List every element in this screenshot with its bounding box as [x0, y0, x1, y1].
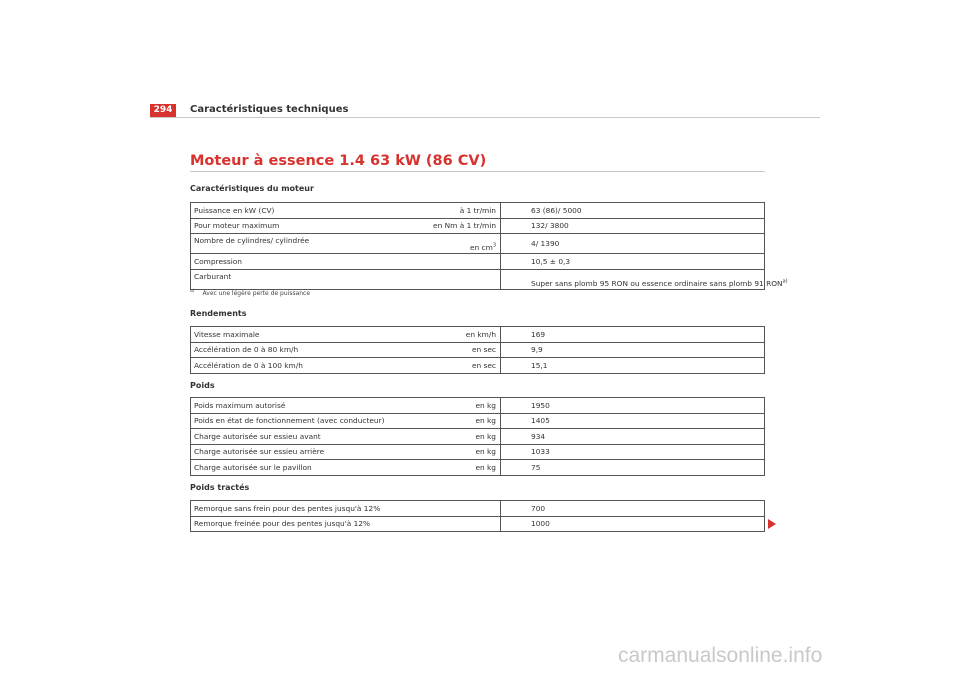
performance-table — [190, 326, 765, 374]
row-unit — [417, 254, 501, 270]
row-unit — [417, 269, 501, 289]
row-unit: en kg — [417, 444, 501, 460]
table-row — [191, 358, 765, 374]
towing-table — [190, 500, 765, 532]
row-unit: en kg — [417, 398, 501, 414]
row-unit: en kg — [417, 413, 501, 429]
row-value: 9,9 — [501, 342, 765, 358]
row-unit — [417, 516, 501, 532]
row-value: 132/ 3800 — [501, 218, 765, 234]
table-row — [191, 413, 765, 429]
table-row — [191, 444, 765, 460]
table-row — [191, 516, 765, 532]
row-unit: en sec — [417, 342, 501, 358]
table-row — [191, 269, 765, 289]
header-rule — [150, 117, 820, 118]
row-value: 1000 — [501, 516, 765, 532]
row-label: Charge autorisée sur le pavillon — [191, 460, 418, 476]
row-label: Accélération de 0 à 80 km/h — [191, 342, 418, 358]
table-row — [191, 398, 765, 414]
row-value: Super sans plomb 95 RON ou essence ordinaire sans plomb 91 RON$^{a)}$ — [501, 269, 765, 289]
row-unit: en $cm^3$ — [417, 234, 501, 254]
table-row — [191, 460, 765, 476]
row-label: Poids en état de fonctionnement (avec conducteur) — [191, 413, 418, 429]
footnote: $^{a)}$ Avec une légère perte de puissance — [190, 289, 311, 297]
page-number: 294 — [150, 104, 176, 117]
table-row — [191, 327, 765, 343]
row-value: 1033 — [501, 444, 765, 460]
row-label: Accélération de 0 à 100 km/h — [191, 358, 418, 374]
next-page-arrow-icon — [768, 519, 776, 529]
row-value: 15,1 — [501, 358, 765, 374]
row-unit: en kg — [417, 460, 501, 476]
weights-table — [190, 397, 765, 476]
table-row — [191, 342, 765, 358]
row-label: Remorque sans frein pour des pentes jusqu'à 12% — [191, 501, 418, 517]
row-label: Remorque freinée pour des pentes jusqu'à 12% — [191, 516, 418, 532]
row-unit — [417, 501, 501, 517]
table-row — [191, 254, 765, 270]
row-label: Pour moteur maximum — [191, 218, 418, 234]
row-label: Charge autorisée sur essieu avant — [191, 429, 418, 445]
table-row — [191, 234, 765, 254]
row-label: Puissance en kW (CV) — [191, 203, 418, 219]
row-label: Vitesse maximale — [191, 327, 418, 343]
watermark: carmanualsonline.info — [618, 644, 823, 667]
page-title: Moteur à essence 1.4 63 kW (86 CV) — [190, 153, 487, 169]
table-row — [191, 501, 765, 517]
row-value: 4/ 1390 — [501, 234, 765, 254]
row-value: 934 — [501, 429, 765, 445]
running-title: Caractéristiques techniques — [190, 104, 349, 115]
row-value: 10,5 ± 0,3 — [501, 254, 765, 270]
section-heading-performance: Rendements — [190, 309, 247, 318]
row-unit: en kg — [417, 429, 501, 445]
row-label: Nombre de cylindres/ cylindrée — [191, 234, 418, 254]
row-unit: à 1 tr/min — [417, 203, 501, 219]
row-value: 1950 — [501, 398, 765, 414]
row-value: 1405 — [501, 413, 765, 429]
row-label: Carburant — [191, 269, 418, 289]
row-value: 75 — [501, 460, 765, 476]
row-value: 700 — [501, 501, 765, 517]
engine-table — [190, 202, 788, 290]
table-row — [191, 218, 765, 234]
section-heading-engine: Caractéristiques du moteur — [190, 184, 314, 193]
row-value: 63 (86)/ 5000 — [501, 203, 765, 219]
section-heading-towing: Poids tractés — [190, 483, 250, 492]
row-label: Compression — [191, 254, 418, 270]
row-unit: en Nm à 1 tr/min — [417, 218, 501, 234]
section-heading-weights: Poids — [190, 381, 215, 390]
row-unit: en km/h — [417, 327, 501, 343]
row-label: Charge autorisée sur essieu arrière — [191, 444, 418, 460]
table-row — [191, 203, 765, 219]
row-label: Poids maximum autorisé — [191, 398, 418, 414]
row-value: 169 — [501, 327, 765, 343]
row-unit: en sec — [417, 358, 501, 374]
title-rule — [190, 171, 765, 172]
table-row — [191, 429, 765, 445]
